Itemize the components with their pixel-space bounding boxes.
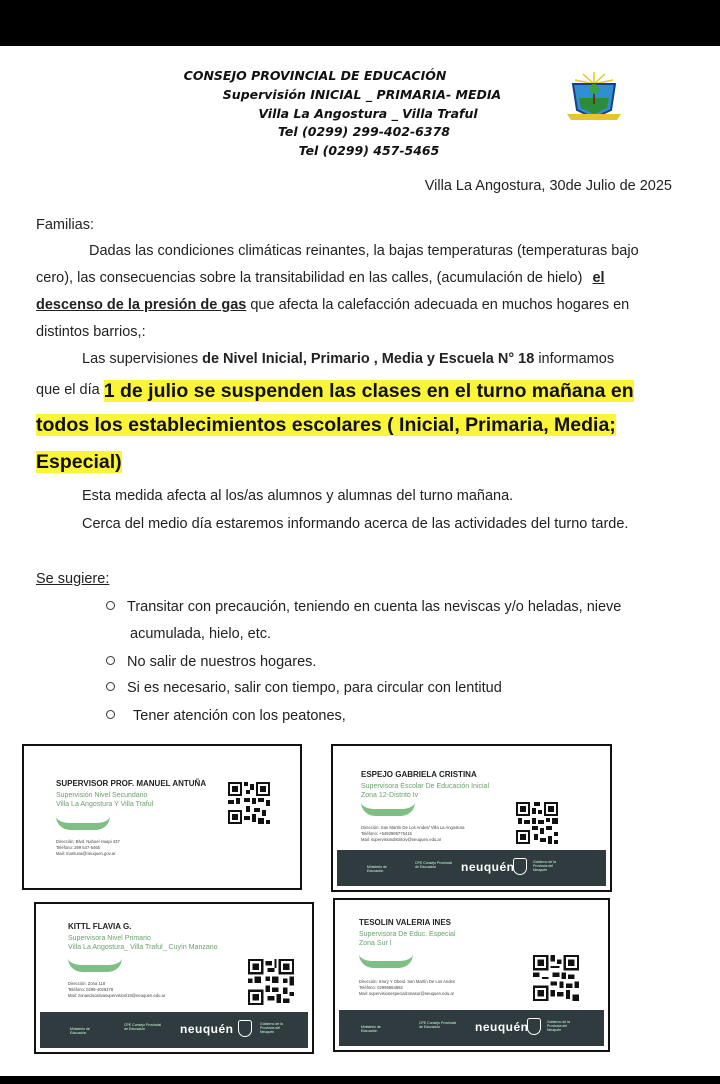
card-email: Mail: supervisiondistritoiv@neuquen.edu.ar [361, 837, 442, 842]
header-line-5: Tel (0299) 457-5465 [298, 143, 440, 158]
document-date: Villa La Angostura, 30de Julio de 2025 [424, 178, 672, 194]
paragraph-5: Cerca del medio día estaremos informando acerca de las actividades del turno tarde. [82, 516, 629, 532]
province-shield-icon [513, 858, 527, 875]
qr-code-icon [516, 802, 558, 844]
band-cpe: CPE Consejo Provincial de Educación [124, 1023, 162, 1031]
paragraph-1-line-3: descenso de la presión de gas que afecta la calefacción adecuada en muchos hogares en [36, 297, 630, 313]
announcement-line-1: que el día 1 de julio se suspenden las clases en el turno mañana en [36, 380, 634, 402]
card-phone: Teléfono: 0299-4026378 [68, 987, 114, 992]
contact-card-espejo [331, 744, 612, 892]
band-ministry: Ministerio de Educación [367, 865, 387, 873]
green-arc-decoration [359, 954, 413, 968]
card-area: Zona Sur I [359, 940, 392, 947]
announcement-line-3: Especial) [36, 451, 122, 473]
paragraph-1-line-4: distintos barrios,: [36, 324, 146, 340]
band-cpe: CPE Consejo Provincial de Educación [419, 1021, 457, 1029]
green-arc-decoration [56, 816, 110, 830]
card-role: Supervisora Nivel Primario [68, 935, 151, 942]
band-government: Gobierno de la Provincia del Neuquén [260, 1022, 283, 1034]
card-phone: Teléfono: 299 547-5465 [56, 845, 101, 850]
contact-card-tesolin [333, 898, 610, 1052]
header-line-3: Villa La Angostura _ Villa Traful [258, 106, 478, 121]
card-area: Zona 12-Distrito Iv [361, 792, 419, 799]
card-footer-band [337, 850, 606, 886]
green-arc-decoration [361, 802, 415, 816]
bullet-icon [106, 601, 115, 610]
header-line-2: Supervisión INICIAL _ PRIMARIA- MEDIA [222, 87, 502, 102]
province-shield-icon [527, 1018, 541, 1035]
card-email: Mail: zonaeducativasupervisionl18@neuquen.edu.ar [68, 993, 166, 998]
qr-code-icon [228, 782, 270, 824]
card-role: Supervisora De Educ. Especial [359, 931, 456, 938]
suggestions-title: Se sugiere: [36, 571, 110, 587]
card-phone: Teléfono: +5492995775415 [361, 831, 412, 836]
card-name: KITTL FLAVIA G. [68, 922, 132, 931]
card-email: Mail: mantuna@neuquen.gov.ar [56, 851, 116, 856]
paragraph-1-line-1: Dadas las condiciones climáticas reinantes, la bajas temperaturas (temperaturas bajo [89, 243, 639, 259]
province-shield-icon [238, 1020, 252, 1037]
bullet-icon [106, 682, 115, 691]
bullet-item: No salir de nuestros hogares. [106, 654, 316, 670]
bullet-icon [106, 656, 115, 665]
card-area: Villa La Angostura Y Villa Traful [56, 801, 154, 808]
card-name: ESPEJO GABRIELA CRISTINA [361, 770, 477, 779]
card-phone: Teléfono: 02995864892 [359, 985, 403, 990]
band-cpe: CPE Consejo Provincial de Educación [415, 861, 453, 869]
provincial-logo [565, 70, 623, 122]
band-ministry: Ministerio de Educación [361, 1025, 381, 1033]
card-role: Supervisora Escolar De Educación Inicial [361, 783, 490, 790]
card-address: Dirección: Srury Y Obeid. San Martín De Los Andes [359, 979, 455, 984]
neuquen-brand-logo: neuquén [461, 860, 515, 874]
card-name: TESOLIN VALERIA INES [359, 918, 452, 927]
card-role: Supervisión Nivel Secundario [56, 792, 148, 799]
neuquen-brand-logo: neuquén [475, 1020, 529, 1034]
bullet-item: Transitar con precaución, teniendo en cuenta las neviscas y/o heladas, nieve [106, 599, 621, 615]
band-government: Gobierno de la Provincia del Neuquén [533, 860, 556, 872]
contact-card-kittl [34, 902, 314, 1054]
bullet-item: Si es necesario, salir con tiempo, para circular con lentitud [106, 680, 502, 696]
card-email: Mail: supervisionespecialzonasur@neuquen.edu.ar [359, 991, 455, 996]
neuquen-brand-logo: neuquén [180, 1022, 234, 1036]
card-name: SUPERVISOR PROF. MANUEL ANTUÑA [56, 779, 207, 788]
announcement-line-2: todos los establecimientos escolares ( Inicial, Primaria, Media; [36, 414, 616, 436]
header-line-4: Tel (0299) 299-402-6378 [278, 124, 450, 139]
card-address: Dirección: Blvd. Nahuel Huapi 437 [56, 839, 120, 844]
header-line-1: CONSEJO PROVINCIAL DE EDUCACIÓN [183, 68, 447, 83]
bullet-icon [106, 710, 115, 719]
bullet-item-continuation: acumulada, hielo, etc. [130, 626, 272, 642]
card-footer-band [40, 1012, 308, 1048]
paragraph-2: Las supervisiones de Nivel Inicial, Primario , Media y Escuela N° 18 informamos [82, 351, 615, 367]
greeting: Familias: [36, 217, 95, 233]
band-ministry: Ministerio de Educación [70, 1027, 90, 1035]
card-address: Dirección: San Martín De Los Andes/ Villa La Angostura [361, 825, 465, 830]
qr-code-icon [248, 959, 294, 1005]
contact-card-antuna [22, 744, 302, 890]
bullet-item: Tener atención con los peatones, [106, 708, 346, 724]
band-government: Gobierno de la Provincia del Neuquén [547, 1020, 570, 1032]
card-address: Dirección: Zona 118 [68, 981, 106, 986]
paragraph-4: Esta medida afecta al los/as alumnos y alumnas del turno mañana. [82, 488, 514, 504]
paragraph-1-line-2: cero), las consecuencias sobre la transitabilidad en las calles, (acumulación de hielo) el [36, 270, 605, 286]
card-area: Villa La Angostura_ Villa Traful_ Cuyín Manzano [68, 944, 218, 951]
document-page [0, 46, 720, 1076]
green-arc-decoration [68, 958, 122, 972]
qr-code-icon [533, 955, 579, 1001]
card-footer-band [339, 1010, 604, 1046]
